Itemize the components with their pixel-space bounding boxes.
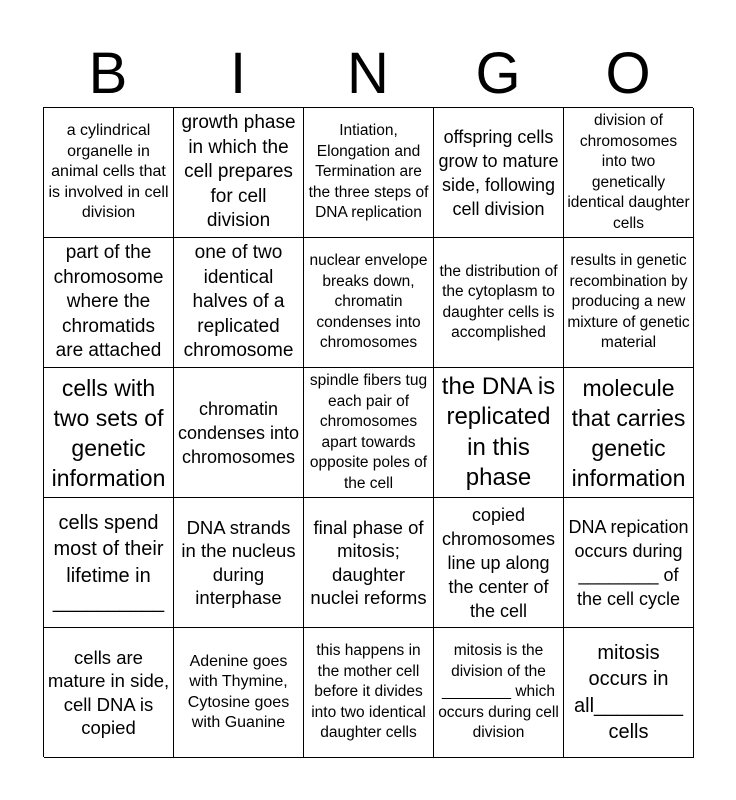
bingo-cell-r2-c2[interactable] xyxy=(174,238,304,368)
bingo-header xyxy=(43,42,693,106)
bingo-cell-text: cells with two sets of genetic information xyxy=(51,374,166,491)
bingo-cell-text: final phase of mitosis; daughter nuclei reforms xyxy=(310,516,427,608)
bingo-card-grid xyxy=(43,107,693,757)
bingo-cell-r1-c3[interactable] xyxy=(304,108,434,238)
bingo-cell-text: results in genetic recombination by producing a new mixture of genetic material xyxy=(567,252,690,352)
bingo-cell-r4-c5[interactable] xyxy=(564,498,694,628)
bingo-cell-text: mitosis occurs in all________ cells xyxy=(574,641,683,743)
header-letter-b: B xyxy=(88,41,128,106)
bingo-cell-text: cells spend most of their lifetime in __________ xyxy=(52,511,165,613)
bingo-cell-text: offspring cells grow to mature side, following cell division xyxy=(438,126,559,219)
header-letter-g: G xyxy=(475,41,521,106)
bingo-cell-r2-c1[interactable] xyxy=(44,238,174,368)
bingo-cell-r5-c1[interactable] xyxy=(44,628,174,758)
bingo-cell-r3-c1[interactable] xyxy=(44,368,174,498)
bingo-cell-r1-c2[interactable] xyxy=(174,108,304,238)
bingo-cell-r3-c2[interactable] xyxy=(174,368,304,498)
bingo-cell-text: part of the chromosome where the chromatids are attached xyxy=(53,242,164,362)
bingo-cell-r1-c5[interactable] xyxy=(564,108,694,238)
header-letter-n: N xyxy=(347,41,389,106)
bingo-cell-text: a cylindrical organelle in animal cells that is involved in cell division xyxy=(48,122,169,222)
bingo-cell-r4-c1[interactable] xyxy=(44,498,174,628)
bingo-cell-r2-c5[interactable] xyxy=(564,238,694,368)
bingo-cell-text: cells are mature in side, cell DNA is copied xyxy=(47,646,170,738)
bingo-cell-text: growth phase in which the cell prepares for cell division xyxy=(181,112,296,232)
bingo-cell-text: Adenine goes with Thymine, Cytosine goes with Guanine xyxy=(187,652,290,731)
bingo-cell-r3-c4[interactable] xyxy=(434,368,564,498)
header-letter-o: O xyxy=(605,41,651,106)
bingo-cell-r1-c4[interactable] xyxy=(434,108,564,238)
bingo-cell-text: mitosis is the division of the ________ which occurs during cell division xyxy=(438,642,559,742)
bingo-cell-text: spindle fibers tug each pair of chromosomes apart towards opposite poles of the cell xyxy=(309,372,428,492)
bingo-cell-r2-c4[interactable] xyxy=(434,238,564,368)
bingo-cell-r3-c5[interactable] xyxy=(564,368,694,498)
bingo-cell-r5-c3[interactable] xyxy=(304,628,434,758)
bingo-cell-text: chromatin condenses into chromosomes xyxy=(177,398,300,467)
bingo-cell-r5-c5[interactable] xyxy=(564,628,694,758)
bingo-cell-r4-c2[interactable] xyxy=(174,498,304,628)
bingo-cell-text: the DNA is replicated in this phase xyxy=(441,372,556,491)
bingo-cell-text: molecule that carries genetic information xyxy=(571,374,686,491)
bingo-cell-r5-c4[interactable] xyxy=(434,628,564,758)
bingo-cell-text: division of chromosomes into two genetically identical daughter cells xyxy=(567,112,690,232)
bingo-cell-text: copied chromosomes line up along the center of the cell xyxy=(441,504,556,621)
bingo-cell-text: Intiation, Elongation and Termination are the three steps of DNA replication xyxy=(308,122,429,222)
bingo-cell-text: one of two identical halves of a replicated chromosome xyxy=(183,242,294,362)
header-letter-i: I xyxy=(229,41,247,106)
bingo-cell-r3-c3[interactable] xyxy=(304,368,434,498)
bingo-cell-r1-c1[interactable] xyxy=(44,108,174,238)
bingo-cell-text: DNA repication occurs during ________ of the cell cycle xyxy=(568,516,689,609)
bingo-cell-r2-c3[interactable] xyxy=(304,238,434,368)
bingo-cell-r4-c3[interactable] xyxy=(304,498,434,628)
bingo-cell-text: the distribution of the cytoplasm to daughter cells is accomplished xyxy=(439,262,558,341)
bingo-cell-r5-c2[interactable] xyxy=(174,628,304,758)
bingo-cell-text: this happens in the mother cell before it divides into two identical daughter cells xyxy=(311,642,426,742)
bingo-cell-text: DNA strands in the nucleus during interphase xyxy=(181,516,296,608)
bingo-cell-text: nuclear envelope breaks down, chromatin condenses into chromosomes xyxy=(309,252,428,352)
bingo-cell-r4-c4[interactable] xyxy=(434,498,564,628)
